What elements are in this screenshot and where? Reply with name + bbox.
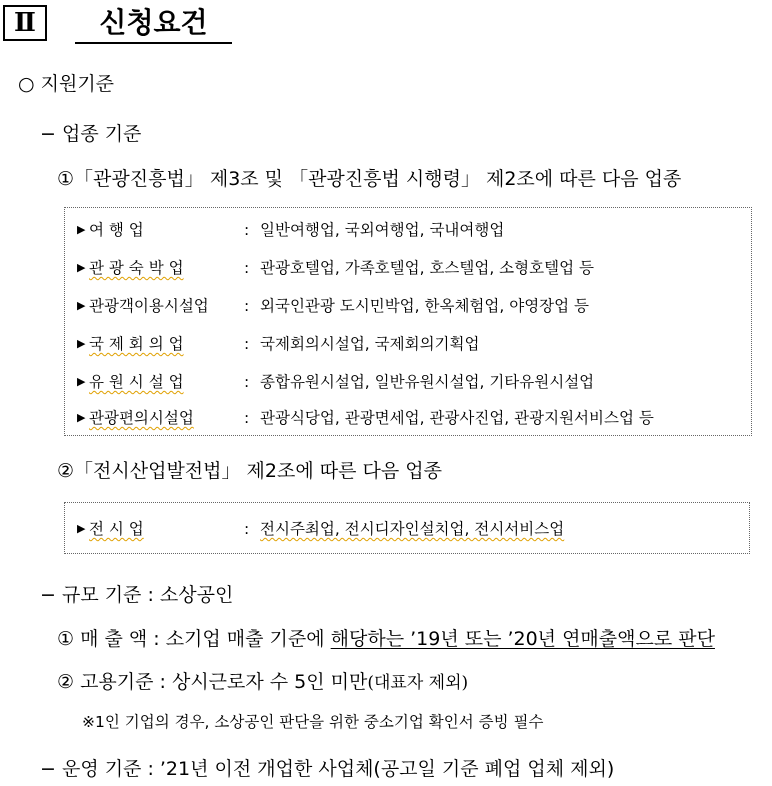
business-examples: 외국인관광 도시민박업, 한옥체험업, 야영장업 등 bbox=[260, 297, 590, 315]
revenue-prefix: ① 매 출 액 : 소기업 매출 기준에 bbox=[57, 628, 331, 650]
business-label: 관광편의시설업 bbox=[89, 409, 194, 427]
triangle-bullet-icon: ▶ bbox=[77, 411, 86, 424]
business-label: 전 시 업 bbox=[89, 520, 144, 538]
exhibition-law-item: ②「전시산업발전법」 제2조에 따른 다음 업종 bbox=[57, 460, 442, 482]
scale-heading: − 규모 기준 : 소상공인 bbox=[40, 584, 234, 606]
section-number-box: Ⅱ bbox=[3, 5, 47, 41]
colon: : bbox=[244, 520, 250, 538]
revenue-criterion bbox=[57, 627, 715, 651]
business-label: 관 광 숙 박 업 bbox=[89, 259, 184, 277]
business-label: 관광객이용시설업 bbox=[89, 297, 209, 315]
colon: : bbox=[244, 373, 250, 391]
employment-criterion bbox=[57, 670, 468, 695]
section-title: 신청요건 bbox=[75, 4, 232, 44]
business-examples: 종합유원시설업, 일반유원시설업, 기타유원시설업 bbox=[260, 373, 595, 391]
triangle-bullet-icon: ▶ bbox=[77, 299, 86, 312]
tourism-law-item: ①「관광진흥법」 제3조 및 「관광진흥법 시행령」 제2조에 따른 다음 업종 bbox=[57, 168, 682, 190]
business-examples: 관광호텔업, 가족호텔업, 호스텔업, 소형호텔업 등 bbox=[260, 259, 594, 277]
business-examples: 국제회의시설업, 국제회의기획업 bbox=[260, 335, 480, 353]
business-examples: 관광식당업, 관광면세업, 관광사진업, 관광지원서비스업 등 bbox=[260, 409, 654, 427]
operation-heading: − 운영 기준 : ’21년 이전 개업한 사업체(공고일 기준 폐업 업체 제외) bbox=[40, 758, 615, 780]
tourism-business-list bbox=[64, 207, 752, 436]
business-label: 유 원 시 설 업 bbox=[89, 373, 184, 391]
triangle-bullet-icon: ▶ bbox=[77, 261, 86, 274]
colon: : bbox=[244, 259, 250, 277]
support-criteria-heading: ○ 지원기준 bbox=[18, 73, 115, 95]
revenue-underlined: 해당하는 ’19년 또는 ’20년 연매출액으로 판단 bbox=[330, 628, 715, 650]
triangle-bullet-icon: ▶ bbox=[77, 375, 86, 388]
business-examples: 일반여행업, 국외여행업, 국내여행업 bbox=[260, 221, 505, 239]
triangle-bullet-icon: ▶ bbox=[77, 337, 86, 350]
employment-paren: (대표자 제외) bbox=[367, 673, 469, 693]
triangle-bullet-icon: ▶ bbox=[77, 522, 86, 535]
triangle-bullet-icon: ▶ bbox=[77, 223, 86, 236]
colon: : bbox=[244, 335, 250, 353]
note: ※1인 기업의 경우, 소상공인 판단을 위한 중소기업 확인서 증빙 필수 bbox=[82, 713, 544, 731]
business-label: 국 제 회 의 업 bbox=[89, 335, 184, 353]
colon: : bbox=[244, 297, 250, 315]
colon: : bbox=[244, 409, 250, 427]
business-type-heading: − 업종 기준 bbox=[40, 123, 142, 145]
employment-main: ② 고용기준 : 상시근로자 수 5인 미만 bbox=[57, 671, 368, 693]
exhibition-business-list bbox=[64, 502, 750, 554]
business-label: 여 행 업 bbox=[89, 221, 144, 239]
business-examples: 전시주최업, 전시디자인설치업, 전시서비스업 bbox=[260, 520, 565, 538]
colon: : bbox=[244, 221, 250, 239]
